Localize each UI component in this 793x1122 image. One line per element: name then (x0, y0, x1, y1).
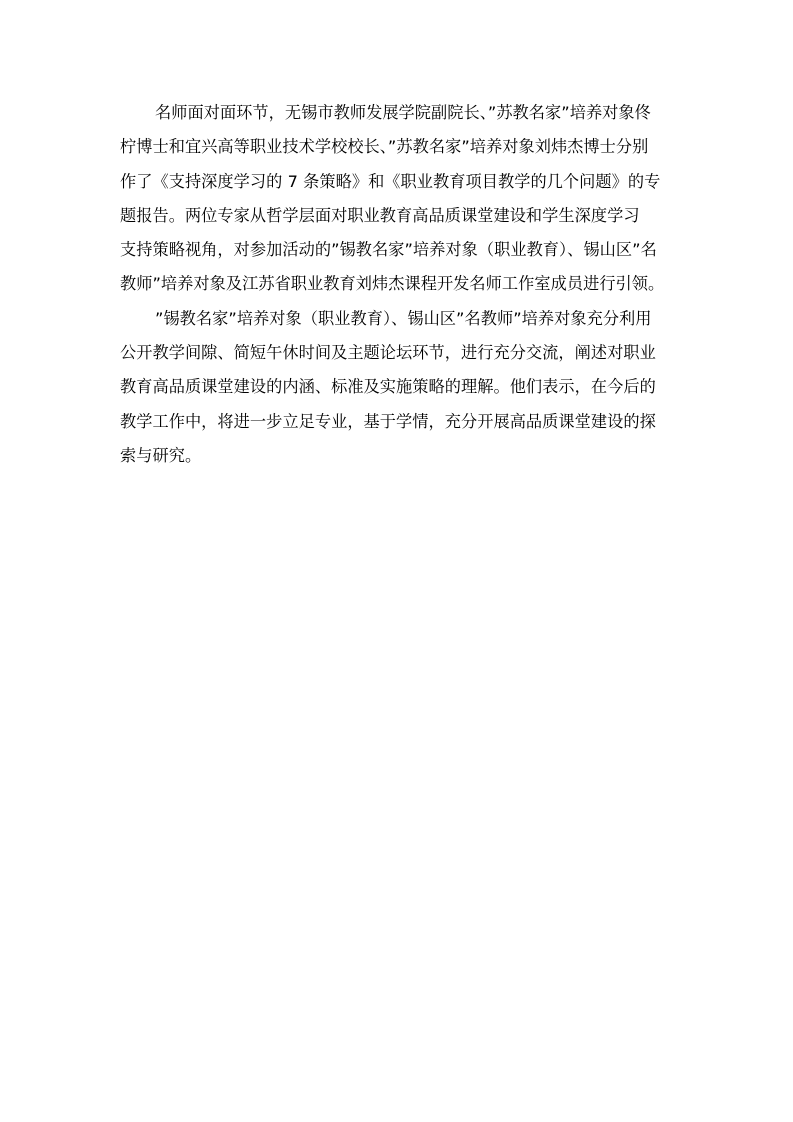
paragraph-2 (120, 309, 680, 480)
text-line: 教师”培养对象及江苏省职业教育刘炜杰课程开发名师工作室成员进行引领。 (120, 274, 665, 294)
text-line: 柠博士和宜兴高等职业技术学校校长、”苏教名家”培养对象刘炜杰博士分别 (120, 137, 649, 157)
text-line: 教学工作中，将进一步立足专业，基于学情，充分开展高品质课堂建设的探 (120, 411, 656, 431)
text-line: 索与研究。 (120, 445, 202, 465)
paragraph-1 (120, 103, 680, 309)
text-line: 名师面对面环节，无锡市教师发展学院副院长、”苏教名家”培养对象佟 (155, 103, 651, 122)
text-line: 题报告。两位专家从哲学层面对职业教育高品质课堂建设和学生深度学习 (120, 205, 640, 225)
text-line: ”锡教名家”培养对象（职业教育）、锡山区”名教师”培养对象充分利用 (155, 308, 652, 328)
text-line: 公开教学间隙、简短午休时间及主题论坛环节，进行充分交流，阐述对职业 (120, 343, 656, 363)
document-body (120, 103, 680, 480)
text-line: 支持策略视角，对参加活动的”锡教名家”培养对象（职业教育）、锡山区”名 (120, 240, 657, 260)
text-line: 教育高品质课堂建设的内涵、标准及实施策略的理解。他们表示，在今后的 (120, 377, 656, 397)
text-line: 作了《支持深度学习的 7 条策略》和《职业教育项目教学的几个问题》的专 (120, 171, 661, 191)
